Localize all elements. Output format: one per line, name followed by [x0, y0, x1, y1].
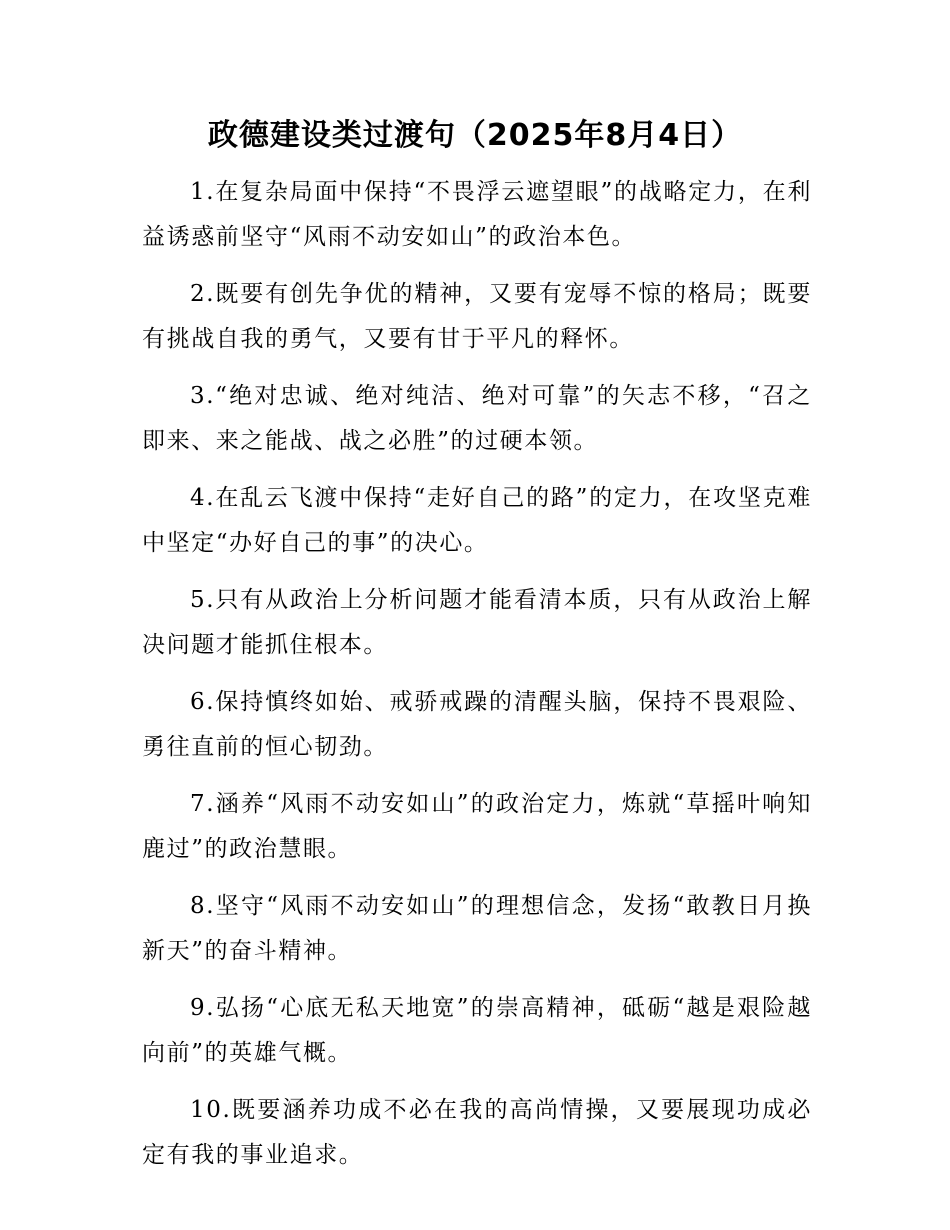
paragraph-10: 10.既要涵养功成不必在我的高尚情操，又要展现功成必定有我的事业追求。 — [142, 1097, 812, 1168]
paragraph-7: 7.涵养“风雨不动安如山”的政治定力，炼就“草摇叶响知鹿过”的政治慧眼。 — [142, 791, 812, 862]
paragraph-8: 8.坚守“风雨不动安如山”的理想信念，发扬“敢教日月换新天”的奋斗精神。 — [142, 893, 812, 964]
document-title: 政德建设类过渡句（2025年8月4日） — [207, 118, 743, 153]
paragraph-6: 6.保持慎终如始、戒骄戒躁的清醒头脑，保持不畏艰险、勇往直前的恒心韧劲。 — [142, 689, 812, 760]
paragraph-2: 2.既要有创先争优的精神，又要有宠辱不惊的格局；既要有挑战自我的勇气，又要有甘于平凡的释怀。 — [142, 281, 812, 352]
paragraph-1: 1.在复杂局面中保持“不畏浮云遮望眼”的战略定力，在利益诱惑前坚守“风雨不动安如山”的政治本色。 — [142, 179, 812, 250]
paragraph-3: 3.“绝对忠诚、绝对纯洁、绝对可靠”的矢志不移，“召之即来、来之能战、战之必胜”的过硬本领。 — [142, 383, 812, 454]
document-body — [142, 170, 812, 1190]
paragraph-4: 4.在乱云飞渡中保持“走好自己的路”的定力，在攻坚克难中坚定“办好自己的事”的决心。 — [142, 485, 812, 556]
paragraph-5: 5.只有从政治上分析问题才能看清本质，只有从政治上解决问题才能抓住根本。 — [142, 587, 812, 658]
paragraph-9: 9.弘扬“心底无私天地宽”的崇高精神，砥砺“越是艰险越向前”的英雄气概。 — [142, 995, 812, 1066]
